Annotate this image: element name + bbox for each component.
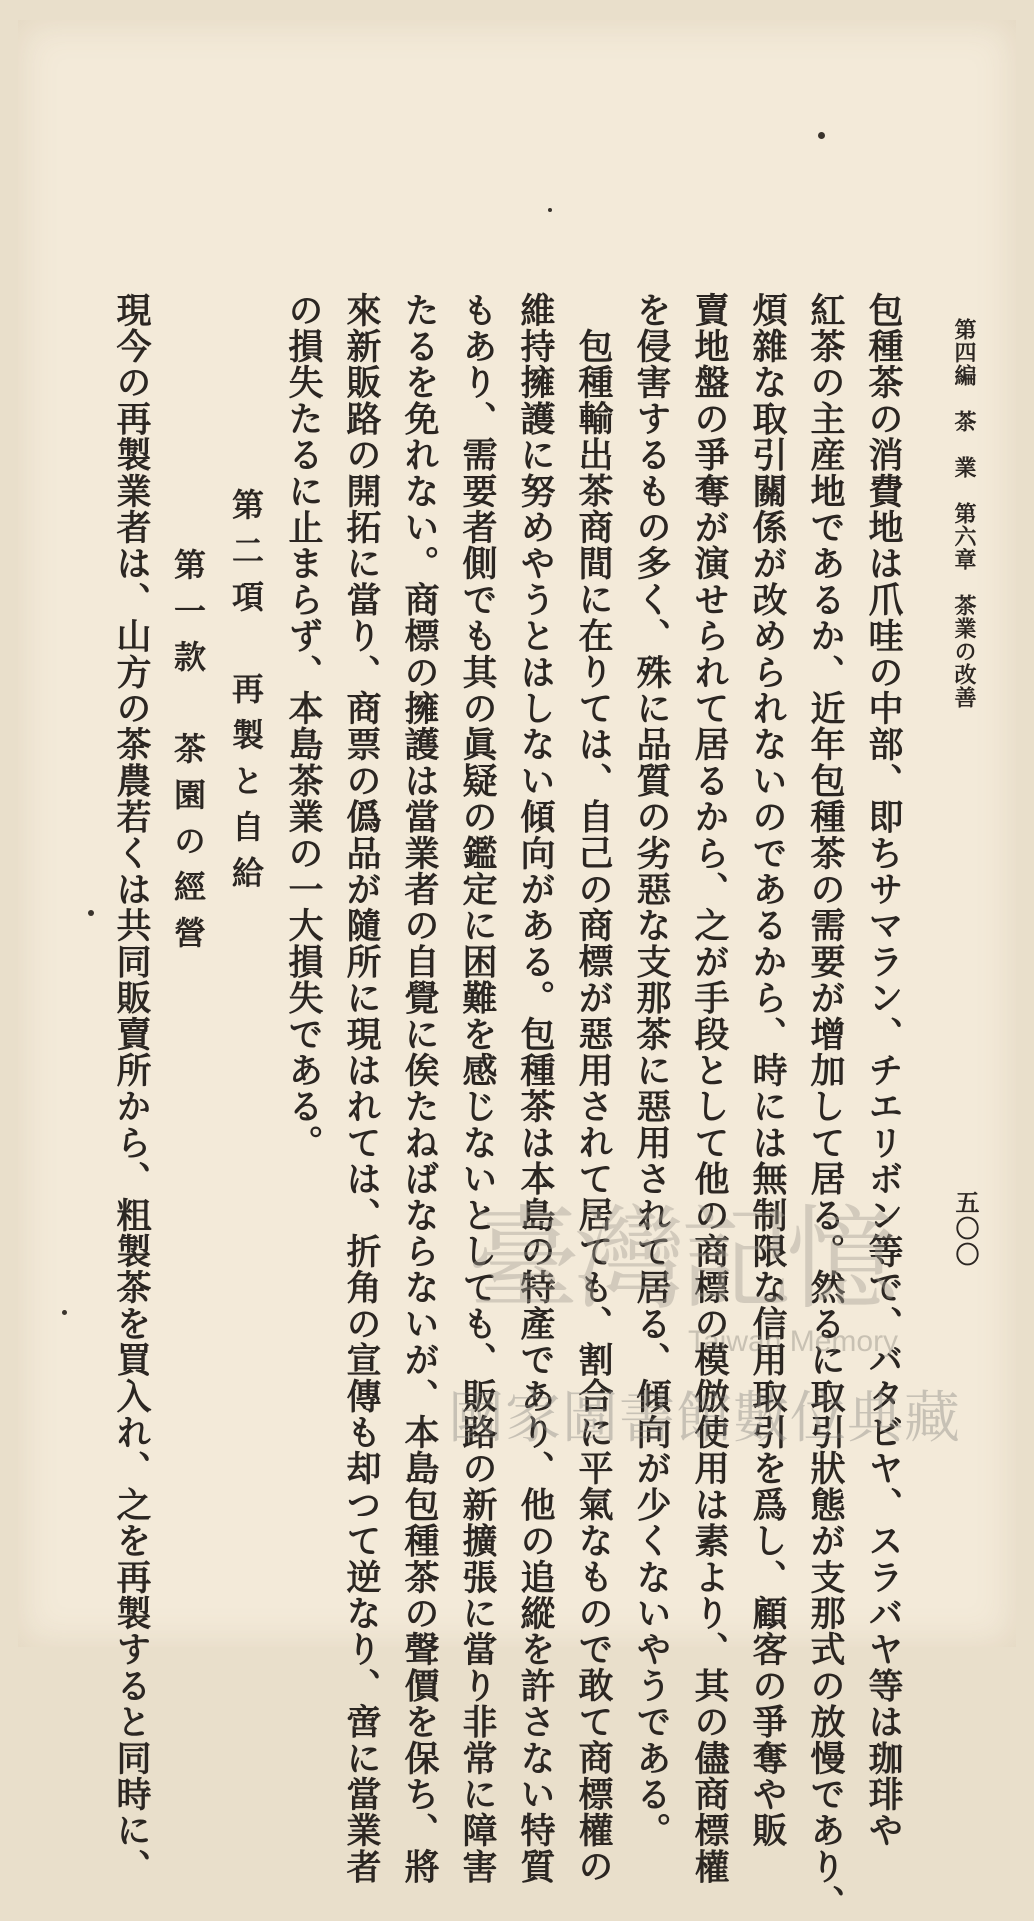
ink-speck (548, 208, 552, 212)
text-column: 煩雜な取引關係が改められないのであるから、時には無制限な信用取引を爲し、顧客の爭奪や販 (747, 292, 788, 1849)
running-head: 第四編 茶 業 第六章 茶業の改善 (951, 318, 977, 709)
text-column: 維持擁護に努めやうとはしない傾向がある。包種茶は本島の特產であり、他の追縱を許さない特質 (515, 292, 556, 1885)
subsection-heading: 第一款 茶園の經營 (169, 548, 207, 962)
text-column: 包種茶の消費地は爪哇の中部、即ちサマラン、チエリボン等で、バタビヤ、スラバヤ等は珈琲や (863, 292, 904, 1849)
text-column: 現今の再製業者は、山方の茶農若くは共同販賣所から、粗製茶を買入れ、之を再製すると同時に、 (111, 292, 152, 1885)
text-column: 紅茶の主産地であるか、近年包種茶の需要が增加して居る。然るに取引狀態が支那式の放慢であり、 (805, 292, 846, 1921)
page-number: 五〇〇 (951, 1190, 980, 1268)
text-column: もあり、需要者側でも其の眞疑の鑑定に困難を感じないとしても、販路の新擴張に當り非常に障害 (457, 292, 498, 1885)
ink-speck (62, 1310, 67, 1315)
text-column: 來新販路の開拓に當り、商票の僞品が隨所に現はれては、折角の宣傳も却つて逆なり、啻に當業者 (341, 292, 382, 1885)
text-column: の損失たるに止まらず、本島茶業の一大損失である。 (283, 292, 324, 1161)
text-column: 賣地盤の爭奪が演せられて居るから、之が手段として他の商標の模倣使用は素より、其の儘商標權 (689, 292, 730, 1885)
watermark-english: Taiwan Memory (688, 1325, 899, 1358)
section-heading: 第二項 再製と自給 (227, 488, 265, 902)
watermark (438, 1170, 961, 1451)
ink-speck (88, 910, 94, 916)
ink-speck (818, 132, 825, 139)
book-page (18, 20, 1016, 1921)
watermark-logo: 臺灣記憶 (468, 1195, 892, 1325)
text-column: 包種輸出茶商間に在りては、自己の商標が惡用されて居ても、割合に平氣なもので敢て商標權の (573, 328, 614, 1885)
text-column: たるを免れない。商標の擁護は當業者の自覺に俟たねばならないが、本島包種茶の聲價を保ち、將 (399, 292, 440, 1885)
text-column: を侵害するもの多く、殊に品質の劣惡な支那茶に惡用されて居る、傾向が少くないやうである。 (631, 292, 672, 1849)
watermark-chinese: 國家圖書館數位典藏 (448, 1386, 961, 1451)
